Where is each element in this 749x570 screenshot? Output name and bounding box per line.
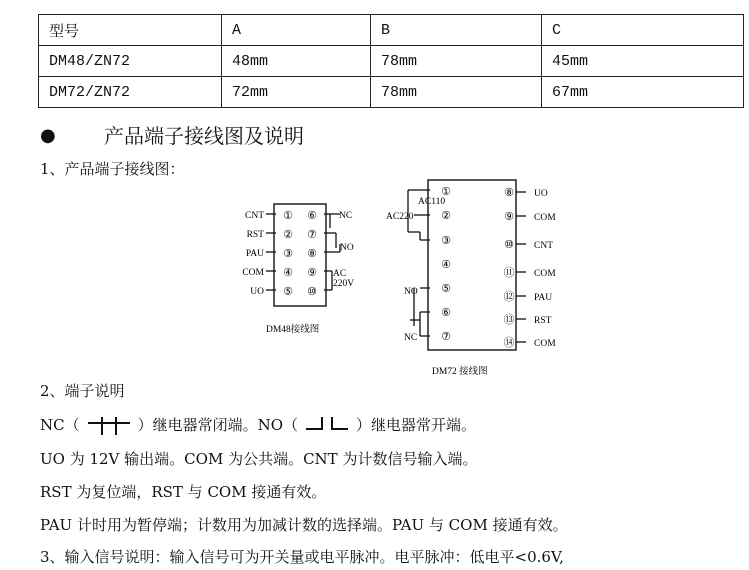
dm72-label-cnt: CNT: [534, 241, 553, 251]
table-row: [39, 46, 744, 77]
bullet-icon: ●: [40, 125, 56, 146]
dm48-label-uo: UO: [250, 287, 264, 297]
table-cell: 45mm: [542, 46, 744, 77]
rst-description: RST 为复位端，RST 与 COM 接通有效。: [40, 483, 327, 501]
table-cell: 72mm: [222, 77, 371, 108]
nc-contact-symbol-icon: [86, 415, 132, 437]
pau-description: PAU 计时用为暂停端；计数用为加减计数的选择端。PAU 与 COM 接通有效。: [40, 516, 568, 534]
table-header-cell: 型号: [39, 15, 222, 46]
dm72-caption: DM72 接线图: [432, 367, 488, 377]
no-contact-symbol-icon: [302, 415, 352, 437]
dm72-label-ac220: AC220: [386, 212, 414, 222]
dm48-pin: ①: [283, 210, 293, 222]
table-cell: 78mm: [371, 77, 542, 108]
table-cell: DM48/ZN72: [39, 46, 222, 77]
dm48-pin: ⑨: [307, 267, 317, 279]
subheading-wiring: 1、产品端子接线图：: [40, 160, 185, 178]
dm48-wiring-diagram: [236, 200, 386, 340]
dm72-pin: ①: [441, 186, 451, 198]
dm72-pin: ⑥: [441, 307, 451, 319]
dm48-pin: ⑧: [307, 248, 317, 260]
table-header-cell: C: [542, 15, 744, 46]
nc-description-line: [40, 414, 476, 437]
dm72-pin: ⑫: [503, 291, 515, 303]
dm72-wiring-diagram: [384, 174, 568, 380]
dm48-label-rst: RST: [246, 230, 264, 240]
section-heading: 产品端子接线图及说明: [104, 124, 304, 148]
table-cell: DM72/ZN72: [39, 77, 222, 108]
dm48-label-220v: 220V: [333, 279, 355, 289]
dm48-label-pau: PAU: [245, 249, 264, 259]
dm72-pin: ⑭: [503, 337, 515, 349]
dm48-label-cnt: CNT: [245, 211, 264, 221]
nc-prefix: NC（: [40, 416, 80, 434]
dm72-label-nc: NC: [404, 333, 418, 343]
dm48-pin: ⑩: [307, 286, 317, 298]
uo-description: UO 为 12V 输出端。COM 为公共端。CNT 为计数信号输入端。: [40, 450, 478, 468]
table-cell: 67mm: [542, 77, 744, 108]
dm72-label-com: COM: [534, 269, 556, 279]
table-header-cell: A: [222, 15, 371, 46]
nc-mid: ）继电器常闭端。NO（: [137, 416, 299, 434]
dm48-pin: ⑦: [307, 229, 317, 241]
table-header-cell: B: [371, 15, 542, 46]
dm72-pin: ⑧: [504, 187, 514, 199]
input-signal-description: 3、输入信号说明：输入信号可为开关量或电平脉冲。电平脉冲：低电平<0.6V,: [40, 548, 564, 566]
table-header-row: [39, 15, 744, 46]
table-row: [39, 77, 744, 108]
dm48-caption: DM48接线图: [266, 325, 320, 335]
dm72-label-com: COM: [534, 213, 556, 223]
dm48-terminal-block: [274, 204, 326, 306]
dm72-pin: ④: [441, 259, 451, 271]
dm72-pin: ⑪: [503, 267, 515, 279]
dm48-pin: ⑥: [307, 210, 317, 222]
dm48-label-no: NO: [340, 243, 354, 253]
dm48-pin: ②: [283, 229, 293, 241]
no-suffix: ）继电器常开端。: [356, 416, 477, 434]
dm72-label-pau: PAU: [534, 293, 553, 303]
dm48-pin: ⑤: [283, 286, 293, 298]
dm72-pin: ⑤: [441, 283, 451, 295]
table-cell: 48mm: [222, 46, 371, 77]
dm48-pin: ④: [283, 267, 293, 279]
dm72-pin: ⑦: [441, 331, 451, 343]
dm72-label-com: COM: [534, 339, 556, 349]
dm72-label-uo: UO: [534, 189, 548, 199]
dm48-label-ac: AC: [333, 269, 347, 279]
table-cell: 78mm: [371, 46, 542, 77]
subheading-terminals: 2、端子说明: [40, 382, 125, 400]
dm72-pin: ②: [441, 210, 451, 222]
dm72-pin: ⑨: [504, 211, 514, 223]
dm48-label-nc: NC: [339, 211, 353, 221]
dm72-pin: ⑬: [503, 314, 515, 326]
dm48-label-com: COM: [242, 268, 264, 278]
dm48-pin: ③: [283, 248, 293, 260]
dm72-label-ac110: AC110: [418, 197, 446, 207]
dm72-pin: ⑩: [504, 239, 514, 251]
spec-table: [38, 14, 744, 108]
dm72-pin: ③: [441, 235, 451, 247]
dm72-label-no: NO: [404, 287, 418, 297]
dm72-label-rst: RST: [534, 316, 552, 326]
